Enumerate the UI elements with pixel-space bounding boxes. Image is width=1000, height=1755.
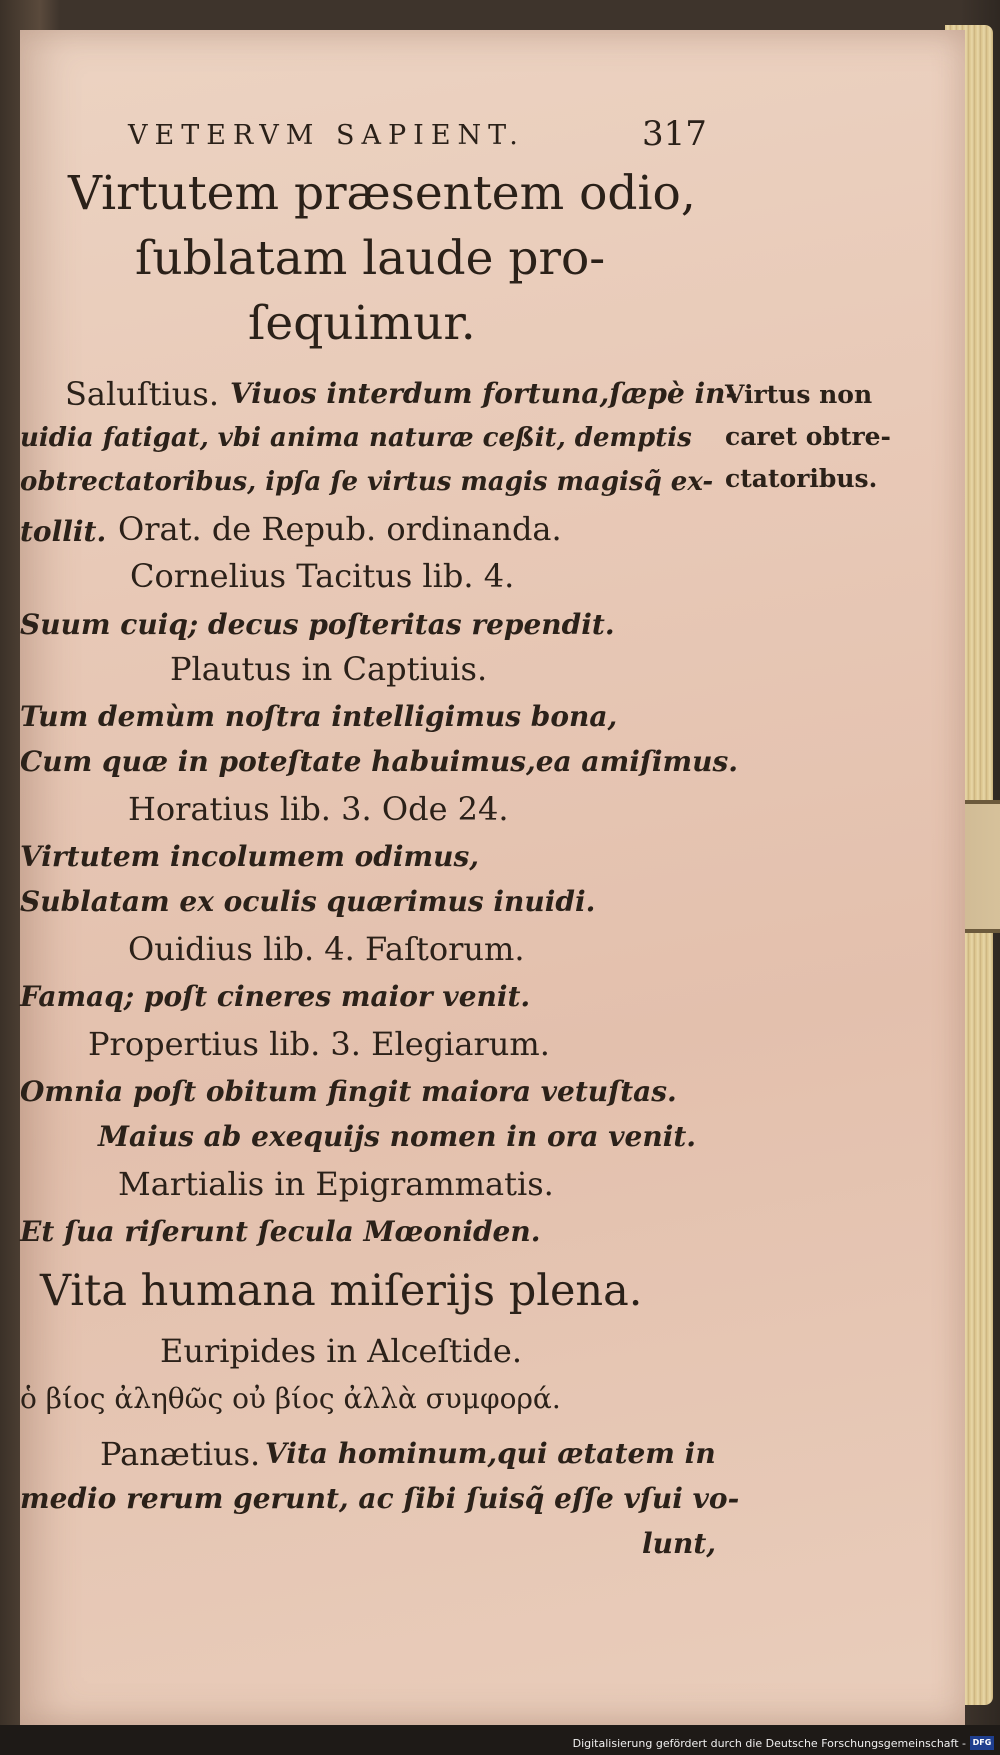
book-page (20, 30, 965, 1725)
quote-line: Virtutem incolumem odimus, (20, 840, 479, 873)
digitization-credit: Digitalisierung gefördert durch die Deutsche Forschungsgemeinschaft - (572, 1737, 966, 1750)
quote-line: Suum cuiq; decus poſteritas rependit. (20, 608, 615, 641)
page-number: 317 (642, 114, 707, 154)
section-heading-line: ſequimur. (248, 296, 476, 351)
quote-line: medio rerum gerunt, ac ſibi ſuisq̃ eſſe vſui vo- (20, 1482, 740, 1515)
marginal-note-line: ctatoribus. (725, 464, 878, 493)
marginal-note-line: caret obtre- (725, 422, 891, 451)
quote-line: Omnia poſt obitum fingit maiora vetuſtas. (20, 1075, 677, 1108)
quote-line: Vita hominum,qui ætatem in (265, 1437, 716, 1470)
source-label: Orat. de Repub. ordinanda. (118, 510, 562, 548)
author-label: Euripides in Alceſtide. (160, 1332, 522, 1370)
quote-line: Sublatam ex oculis quærimus inuidi. (20, 885, 596, 918)
author-label: Propertius lib. 3. Elegiarum. (88, 1025, 550, 1063)
quote-line: Cum quæ in poteſtate habuimus,ea amiſimus. (20, 745, 739, 778)
section-heading: Vita humana miſerijs plena. (40, 1266, 643, 1316)
running-head: VETERVM SAPIENT. (128, 120, 525, 151)
section-heading-line: ſublatam laude pro- (135, 231, 606, 286)
quote-line: Maius ab exequijs nomen in ora venit. (98, 1120, 697, 1153)
quote-line: uidia fatigat, vbi anima naturæ ceßit, demptis (20, 423, 692, 453)
author-label: Saluſtius. (65, 375, 219, 413)
dfg-logo: DFG (970, 1736, 994, 1750)
author-label: Plautus in Captiuis. (170, 650, 488, 688)
quote-line: tollit. (20, 515, 107, 548)
author-label: Panætius. (100, 1435, 261, 1473)
quote-line: lunt, (642, 1527, 717, 1560)
quote-line: obtrectatoribus, ipſa ſe virtus magis magisq̃ ex- (20, 467, 714, 497)
author-label: Cornelius Tacitus lib. 4. (130, 557, 515, 595)
greek-quote-line: ὁ βίος ἀληθῶς οὐ βίος ἀλλὰ συμφορά. (20, 1382, 561, 1415)
marginal-note-line: Virtus non (725, 380, 873, 409)
author-label: Horatius lib. 3. Ode 24. (128, 790, 509, 828)
quote-line: Et ſua riſerunt ſecula Mœoniden. (20, 1215, 541, 1248)
author-label: Ouidius lib. 4. Faſtorum. (128, 930, 525, 968)
section-heading-line: Virtutem præsentem odio, (68, 166, 696, 221)
quote-line: Famaq; poſt cineres maior venit. (20, 980, 531, 1013)
quote-line: Viuos interdum fortuna,ſæpè in- (230, 377, 738, 410)
author-label: Martialis in Epigrammatis. (118, 1165, 554, 1203)
quote-line: Tum demùm noſtra intelligimus bona, (20, 700, 618, 733)
